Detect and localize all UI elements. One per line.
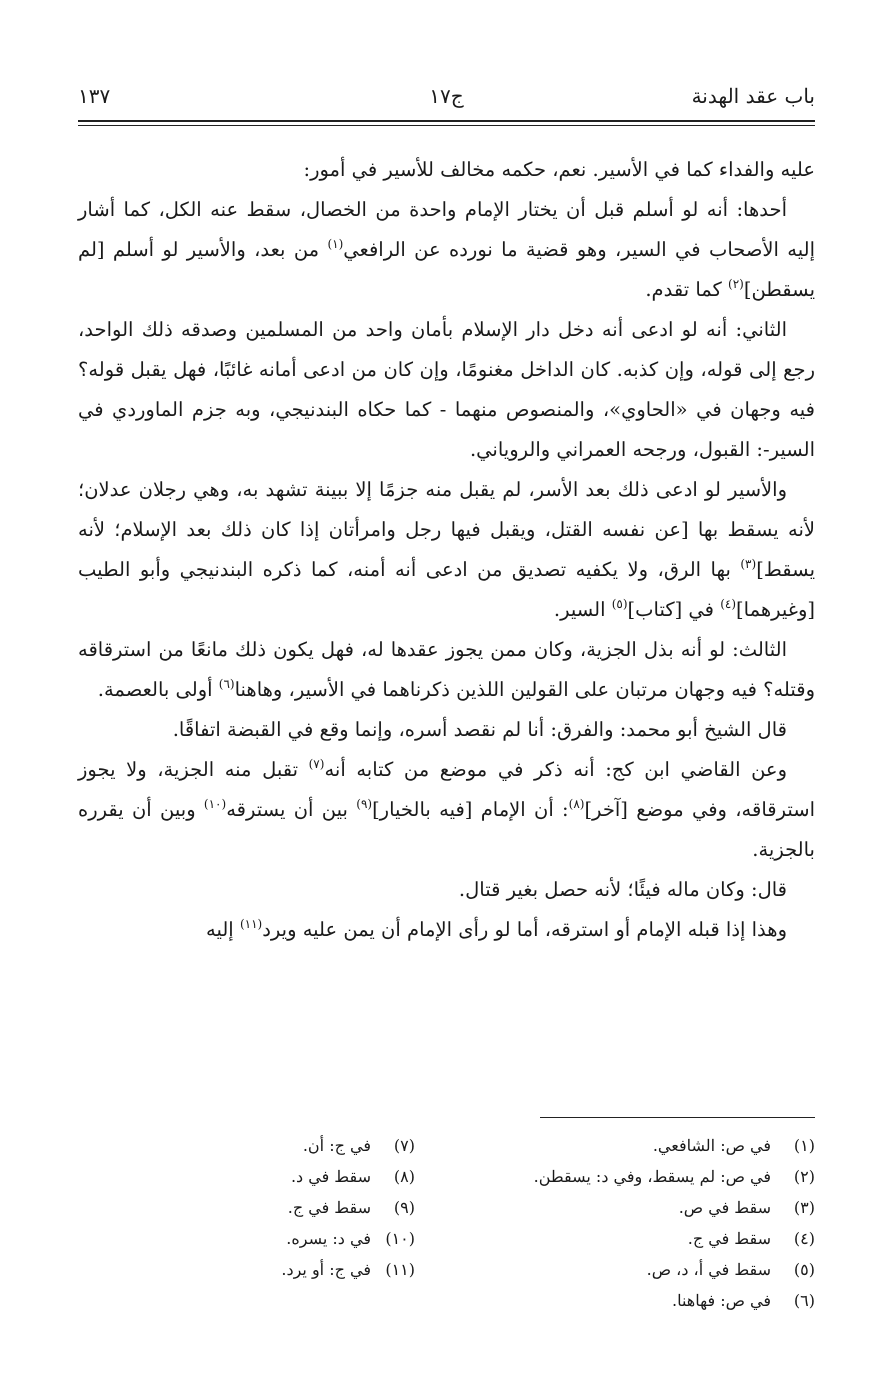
paragraph-3: الثاني: أنه لو ادعى أنه دخل دار الإسلام بأمان واحد من المسلمين وصدقه ذلك الواحد، رجع إلى قوله، وإن كذبه. كان الداخل مغنومًا، وإن كان من ادعى أمانه غائبًا، فهل يقبل قوله؟ فيه وجهان في «الحاوي»، والمنصوص منهما - كما حكاه البندنيجي، وبه جزم الماوردي في السير-: القبول، ورجحه العمراني والروياني. [78, 318, 815, 461]
footnote-ref: (٢) [728, 277, 744, 291]
footnote-item: (٦)في ص: فهاهنا. [671, 1291, 815, 1310]
footnote-ref: (٥) [611, 597, 628, 611]
footnote-ref: (٤) [720, 597, 737, 611]
paragraph-6: قال الشيخ أبو محمد: والفرق: أنا لم نقصد أسره، وإنما وقع في القبضة اتفاقًا. [172, 718, 787, 741]
footnote-item: (٨)سقط في د. [290, 1167, 415, 1186]
footnote-ref: (١١) [239, 917, 263, 931]
footnote-rule [540, 1117, 815, 1118]
paragraph-7: وعن القاضي ابن كج: أنه ذكر في موضع من كتابه أنه$^{(٧)}$ تقبل منه الجزية، ولا يجوز استرقاقه، وفي موضع [آخر]$^{(٨)}$: أن الإمام [فيه بالخيار]$^{(٩)}$ بين أن يسترقه$^{(١٠)}$ وبين أن يقرره بالجزية. [78, 757, 815, 861]
paragraph-8: قال: وكان ماله فيئًا؛ لأنه حصل بغير قتال. [458, 878, 787, 901]
page-number: ١٣٧ [78, 84, 111, 108]
footnote-item: (٩)سقط في ج. [287, 1198, 415, 1217]
footnotes-column-left [75, 1130, 415, 1285]
footnote-ref: (٧) [308, 757, 325, 771]
footnote-item: (١١)في ج: أو يرد. [281, 1260, 415, 1279]
running-header [78, 84, 815, 118]
footnote-ref: (٦) [218, 677, 235, 691]
footnote-item: (٢)في ص: لم يسقط، وفي د: يسقطن. [533, 1167, 815, 1186]
footnotes-column-right [475, 1130, 815, 1316]
footnote-ref: (٩) [356, 797, 373, 811]
footnote-item: (٣)سقط في ص. [678, 1198, 815, 1217]
paragraph-1: عليه والفداء كما في الأسير. نعم، حكمه مخالف للأسير في أمور: [303, 158, 815, 181]
header-rule-thick [78, 120, 815, 122]
footnote-item: (٥)سقط في أ، د، ص. [646, 1260, 815, 1279]
footnote-ref: (٣) [740, 557, 757, 571]
footnote-ref: (١) [327, 237, 344, 251]
paragraph-9: وهذا إذا قبله الإمام أو استرقه، أما لو رأى الإمام أن يمن عليه ويرد$^{(١١)}$ إليه [206, 917, 787, 941]
chapter-title: باب عقد الهدنة [691, 84, 815, 108]
paragraph-5: الثالث: لو أنه بذل الجزية، وكان ممن يجوز عقدها له، فهل يكون ذلك مانعًا من استرقاقه وقتله؟ فيه وجهان مرتبان على القولين اللذين ذكرناهما في الأسير، وهاهنا$^{(٦)}$ أولى بالعصمة. [78, 638, 815, 701]
volume-number: ج١٧ [429, 84, 464, 108]
footnote-item: (٧)في ج: أن. [302, 1136, 415, 1155]
footnote-item: (١٠)في د: يسره. [286, 1229, 415, 1248]
main-text [78, 150, 815, 950]
footnote-item: (٤)سقط في ج. [687, 1229, 815, 1248]
footnote-item: (١)في ص: الشافعي. [652, 1136, 815, 1155]
footnote-ref: (١٠) [203, 797, 227, 811]
paragraph-2: أحدها: أنه لو أسلم قبل أن يختار الإمام واحدة من الخصال، سقط عنه الكل، كما أشار إليه الأصحاب في السير، وهو قضية ما نورده عن الرافعي$^{(١)}$ من بعد، والأسير لو أسلم [لم يسقطن]$^{(٢)}$ كما تقدم. [78, 198, 816, 301]
paragraph-4: والأسير لو ادعى ذلك بعد الأسر، لم يقبل منه جزمًا إلا ببينة تشهد به، وهي رجلان عدلان؛ لأنه يسقط بها [عن نفسه القتل، ويقبل فيها رجل وامرأتان إذا كان ذلك بعد الإسلام؛ لأنه يسقط]$^{(٣)}$ بها الرق، ولا يكفيه تصديق من ادعى أنه أمنه، كما ذكره البندنيجي وأبو الطيب [وغيرهما]$^{(٤)}$ في [كتاب]$^{(٥)}$ السير. [78, 478, 815, 621]
header-rule-thin [78, 125, 815, 126]
footnote-ref: (٨) [568, 797, 585, 811]
